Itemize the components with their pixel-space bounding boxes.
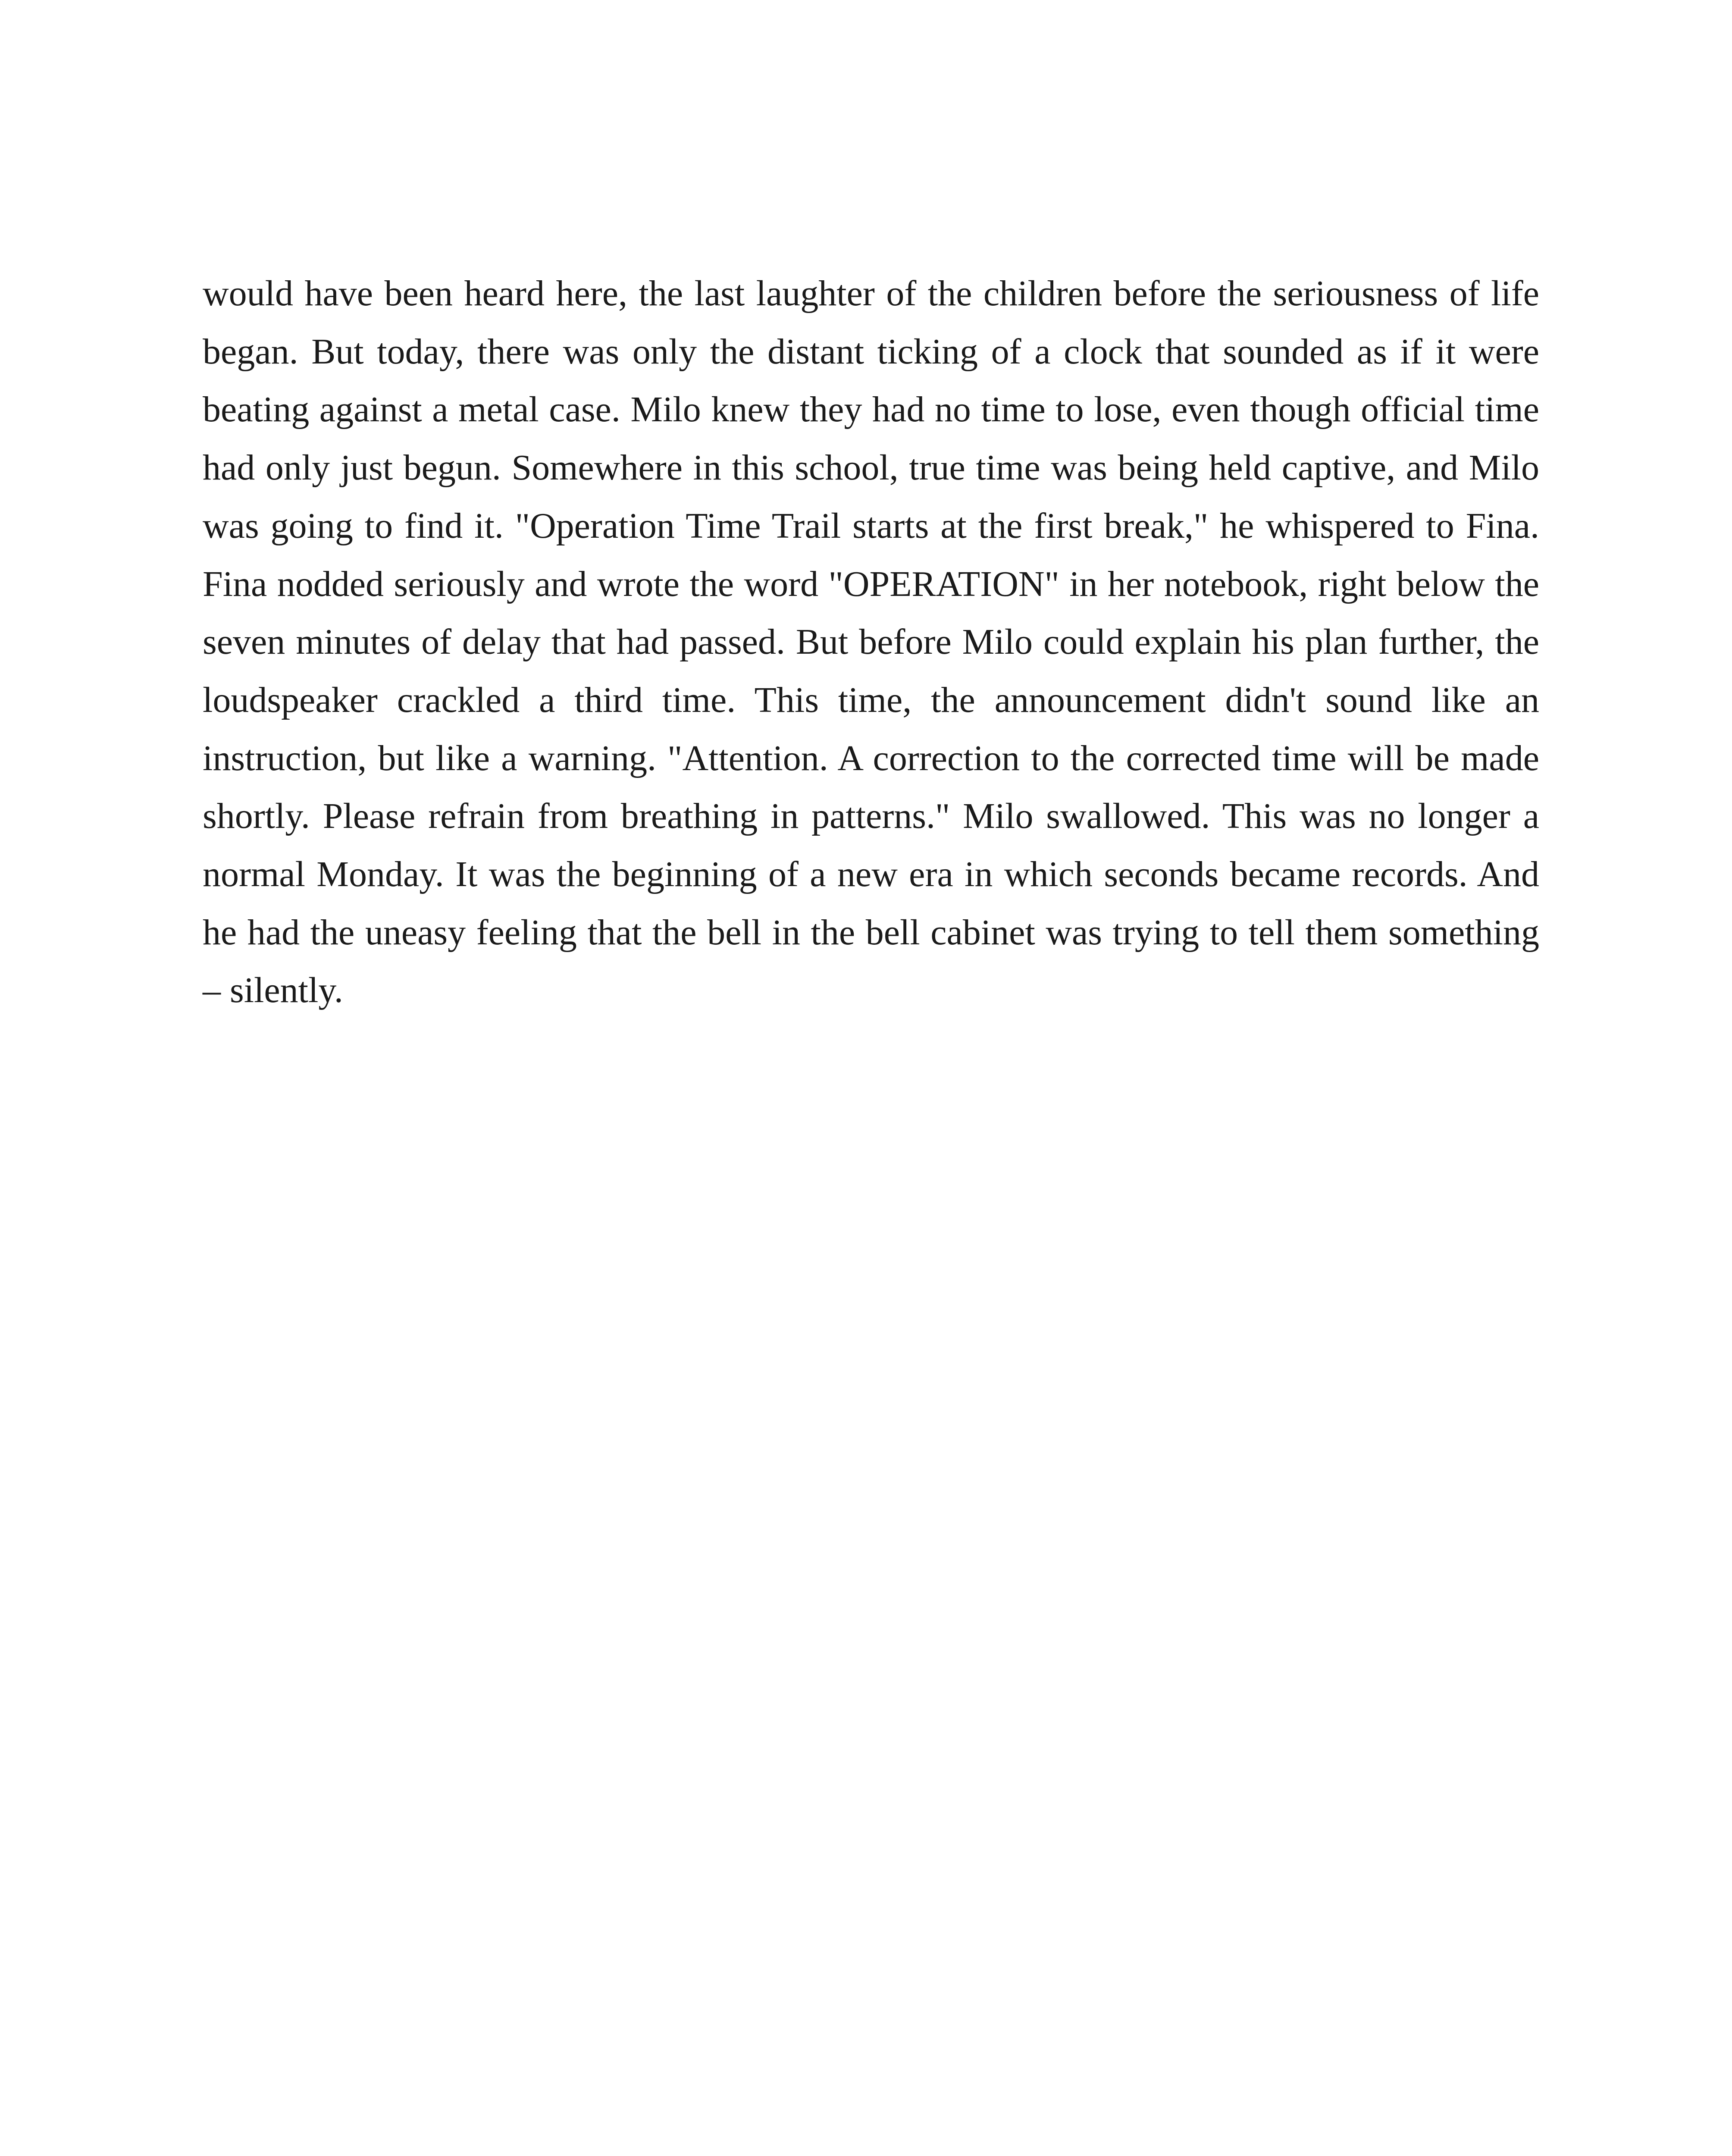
body-paragraph: would have been heard here, the last laughter of the children before the seriousness of life began. But today, there was only the distant ticking of a clock that sounded as if it were beating against a metal case. Milo knew they had no time to lose, even though official time had only just begun. Somewhere in this school, true time was being held captive, and Milo was going to find it. "Operation Time Trail starts at the first break," he whispered to Fina. Fina nodded seriously and wrote the word "OPERATION" in her notebook, right below the seven minutes of delay that had passed. But before Milo could explain his plan further, the loudspeaker crackled a third time. This time, the announcement didn't sound like an instruction, but like a warning. "Attention. A correction to the corrected time will be made shortly. Please refrain from breathing in patterns." Milo swallowed. This was no longer a normal Monday. It was the beginning of a new era in which seconds became records. And he had the uneasy feeling that the bell in the bell cabinet was trying to tell them something – silently. xyxy=(203,273,1539,1011)
